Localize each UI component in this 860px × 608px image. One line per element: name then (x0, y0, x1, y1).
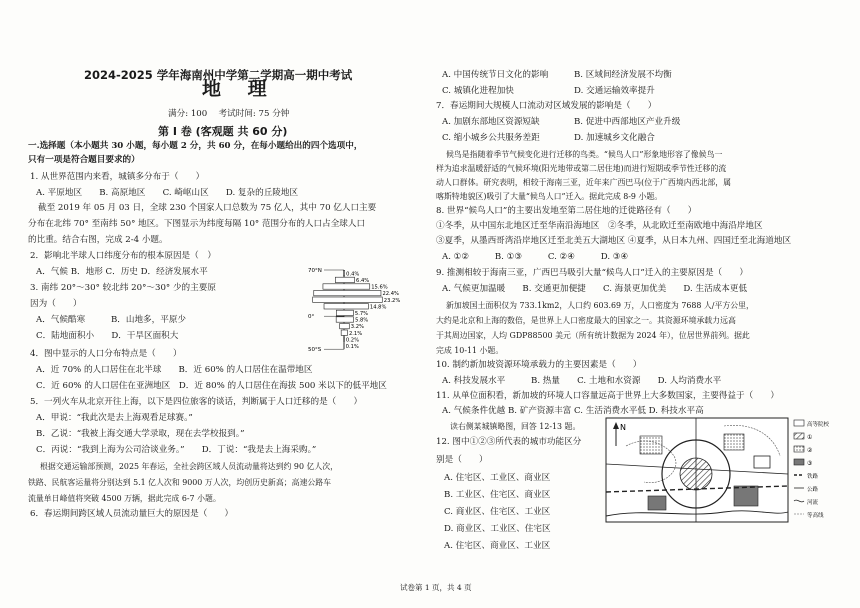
question-1-options: A. 平原地区 B. 高原地区 C. 崎岖山区 D. 复杂的丘陵地区 (36, 188, 299, 198)
passage-line: 的比重。结合右图，完成 2-4 小题。 (28, 235, 168, 245)
passage-line: 读右侧某城镇略图，回答 12-13 题。 (450, 422, 581, 431)
question-5-option: B．乙说：“我被上海交通大学录取，现在去学校报到。” (36, 429, 245, 439)
chart-bar (340, 323, 350, 328)
chart-bar (336, 310, 353, 315)
chart-bar (343, 271, 344, 276)
question-11: 11. 从单位面积看，新加坡的环境人口容量远高于世界上大多数国家，主要得益于（ ） (436, 391, 779, 401)
question-8-item: ③夏季，从墨西哥湾沿岸地区迁至北美五大湖地区 ④夏季，从日本九州、四国迁至北海道地区 (436, 236, 792, 246)
exam-meta: 满分: 100 考试时间: 75 分钟 (168, 109, 290, 119)
legend-label: 河流 (807, 500, 819, 506)
chart-bar (323, 284, 370, 289)
chart-bar (341, 330, 347, 335)
chart-data-label: 5.7% (354, 311, 369, 317)
passage-line: 动人口群体。研究表明，相较于海南三亚，近年来广西巴马(位于广西境内西北部，属 (436, 178, 732, 187)
question-1: 1. 从世界范围内来看，城镇多分布于（ ） (30, 172, 205, 182)
question-7-options: A. 加剧东部地区资源短缺 B. 促进中西部地区产业升级 (442, 117, 681, 127)
passage-line: 于其周边国家，人均 GDP88500 美元（所有统计数据为 2024 年），位居世界前列。据此 (436, 331, 750, 340)
question-2: 2．影响北半球人口纬度分布的根本原因是（ ） (30, 251, 216, 261)
zone-2 (640, 436, 662, 454)
question-10-options: A. 科技发展水平 B. 热量 C. 土地和水资源 D. 人均消费水平 (442, 376, 722, 386)
question-5: 5．一列火车从北京开往上海，以下是四位旅客的谈话，判断属于人口迁移的是（ ） (30, 397, 363, 407)
subject-title: 地 理 (202, 78, 277, 100)
chart-tick-label: 50°S (308, 347, 322, 354)
question-5-option: C．丙说：“我到上海为公司洽谈业务。” D．丁说：“我是去上海采购。” (36, 445, 317, 455)
passage-line: 喀斯特地貌区)吸引了大量“候鸟人口”迁入。据此完成 8-9 小题。 (436, 192, 663, 201)
chart-bar (344, 337, 345, 342)
passage-line: 流量单日峰值将突破 4500 万辆，据此完成 6-7 小题。 (28, 494, 221, 503)
question-12-option: A. 住宅区、商业区、工业区 (444, 541, 551, 551)
question-8-options: A. ①② B. ①③ C. ②④ D. ③④ (442, 252, 629, 262)
legend-label: 等高线 (807, 513, 824, 519)
chart-data-label: 22.4% (382, 291, 399, 298)
question-8-item: ①冬季，从中国东北地区迁至华南沿海地区 ②冬季，从北欧迁至南欧地中海沿岸地区 (436, 221, 763, 231)
population-latitude-chart (300, 262, 435, 360)
chart-data-label: 23.2% (383, 297, 401, 304)
instruction-line: 一.选择题（本小题共 30 小题，每小题 2 分，共 60 分，在每小题给出的四个选项中， (28, 141, 363, 151)
chart-data-label: 5.8% (355, 317, 369, 324)
chart-data-label: 3.2% (350, 324, 364, 331)
question-7-options: C. 缩小城乡公共服务差距 D. 加速城乡文化融合 (442, 133, 655, 143)
question-7: 7．春运期间大规模人口流动对区域发展的影响是（ ） (436, 101, 657, 111)
chart-data-label: 0.4% (346, 271, 360, 278)
passage-line: 大约是北京和上海的数倍，是世界上人口密度最大的国家之一。其资源环境承载力远高 (436, 316, 736, 325)
north-label: N (620, 423, 626, 432)
chart-bar (324, 304, 368, 309)
question-4-options: A．近 70% 的人口居住在北半球 B．近 60% 的人口居住在温带地区 (36, 365, 313, 375)
legend-label: ① (807, 434, 813, 441)
question-12: 别是（ ） (436, 455, 488, 465)
town-sketch-map (604, 416, 840, 524)
question-5-option: A．甲说：“我此次是去上海观看足球赛。” (36, 413, 193, 423)
question-3: 因为（ ） (30, 299, 82, 309)
question-12: 12. 图中①②③所代表的城市功能区分 (436, 437, 582, 447)
chart-bar (313, 297, 383, 302)
question-6-options: A. 中国传统节日文化的影响 B. 区域间经济发展不均衡 (442, 70, 672, 80)
chart-bar (336, 317, 353, 322)
passage-line: 分布在北纬 70° 至南纬 50° 地区。下图显示为纬度每隔 10° 范围分布的人口占全球人口 (28, 219, 366, 229)
question-11-options: A. 气候条件优越 B. 矿产资源丰富 C. 生活消费水平低 D. 科技水平高 (442, 406, 704, 416)
question-12-option: D. 商业区、工业区、住宅区 (444, 524, 551, 534)
chart-tick-label: 70°N (308, 268, 322, 274)
zone-2 (724, 434, 744, 450)
chart-data-label: 15.6% (371, 284, 388, 291)
question-3: 3. 南纬 20°～30° 较北纬 20°～30° 少的主要原 (30, 283, 216, 293)
question-3-options: C．陆地面积小 D．干旱区面积大 (36, 331, 179, 341)
question-2-options: A．气候 B．地形 C．历史 D．经济发展水平 (36, 267, 208, 277)
passage-line: 铁路、民航客运量将分别达到 5.1 亿人次和 9000 万人次，均创历史新高；高速公路车 (28, 478, 332, 487)
question-12-option: B. 工业区、住宅区、商业区 (444, 490, 551, 500)
question-10: 10. 制约新加坡资源环境承载力的主要因素是（ ） (436, 360, 642, 370)
instruction-line: 只有一项是符合题目要求的） (28, 155, 140, 165)
zone-3 (734, 486, 758, 506)
chart-data-label: 6.4% (356, 278, 370, 284)
page-footer: 试卷第 1 页，共 4 页 (400, 583, 472, 592)
question-9: 9. 推测相较于海南三亚，广西巴马吸引大量“候鸟人口”迁入的主要原因是（ ） (436, 268, 748, 278)
legend-label: ③ (807, 460, 813, 467)
question-6-options: C. 城镇化进程加快 D. 交通运输效率提升 (442, 86, 655, 96)
chart-data-label: 14.8% (369, 304, 387, 311)
question-6: 6．春运期间跨区域人员流动量巨大的原因是（ ） (30, 509, 234, 519)
legend-label: ② (807, 447, 813, 454)
legend-label: 公路 (807, 487, 819, 493)
passage-line: 完成 10-11 小题。 (436, 346, 504, 355)
chart-bar (314, 290, 381, 295)
question-8: 8. 世界“候鸟人口”的主要出发地至第二居住地的迁徙路径有（ ） (436, 206, 697, 216)
question-9-options: A. 气候更加温暖 B. 交通更加便捷 C. 海景更加优美 D. 生活成本更低 (442, 284, 748, 294)
passage-line: 样为追求温暖舒适的气候环境(阳光地带或第二居住地)而进行短期或季节性迁移的流 (436, 164, 727, 173)
passage-line: 新加坡国土面积仅为 733.1km2，人口约 603.69 万，人口密度为 7688 人/平方公里， (446, 301, 754, 310)
exam-title: 2024-2025 学年海南州中学第二学期高一期中考试 (84, 68, 353, 82)
zone-3 (648, 496, 666, 510)
chart-data-label: 2.1% (348, 330, 363, 337)
passage-line: 根据交通运输部预测，2025 年春运，全社会跨区域人员流动量将达到约 90 亿人次， (40, 462, 339, 471)
question-12-option: A. 住宅区、工业区、商业区 (444, 473, 551, 483)
question-4-options: C．近 60% 的人口居住在亚洲地区 D．近 80% 的人口居住在海拔 500 米以下的低平地区 (36, 381, 387, 391)
university (754, 456, 770, 468)
passage-line: 候鸟是指随着季节气候变化进行迁移的鸟类。“候鸟人口”形象地形容了像候鸟一 (446, 150, 723, 159)
map-legend (794, 420, 830, 519)
passage-line: 截至 2019 年 05 月 03 日，全球 230 个国家人口总数为 75 亿人，其中 70 亿人口主要 (38, 203, 377, 213)
chart-tick-label: 0° (308, 314, 315, 321)
chart-data-label: 0.1% (345, 344, 359, 350)
chart-data-label: 0.2% (345, 337, 360, 344)
section-title: 第 I 卷 (客观题 共 60 分) (158, 125, 288, 138)
legend-label: 高等院校 (807, 422, 830, 428)
chart-bar (335, 277, 354, 282)
question-3-options: A．气候酷寒 B．山地多，平原少 (36, 315, 187, 325)
legend-label: 铁路 (807, 474, 819, 480)
question-12-option: C. 商业区、住宅区、工业区 (444, 507, 551, 517)
question-4: 4．图中显示的人口分布特点是（ ） (30, 349, 182, 359)
